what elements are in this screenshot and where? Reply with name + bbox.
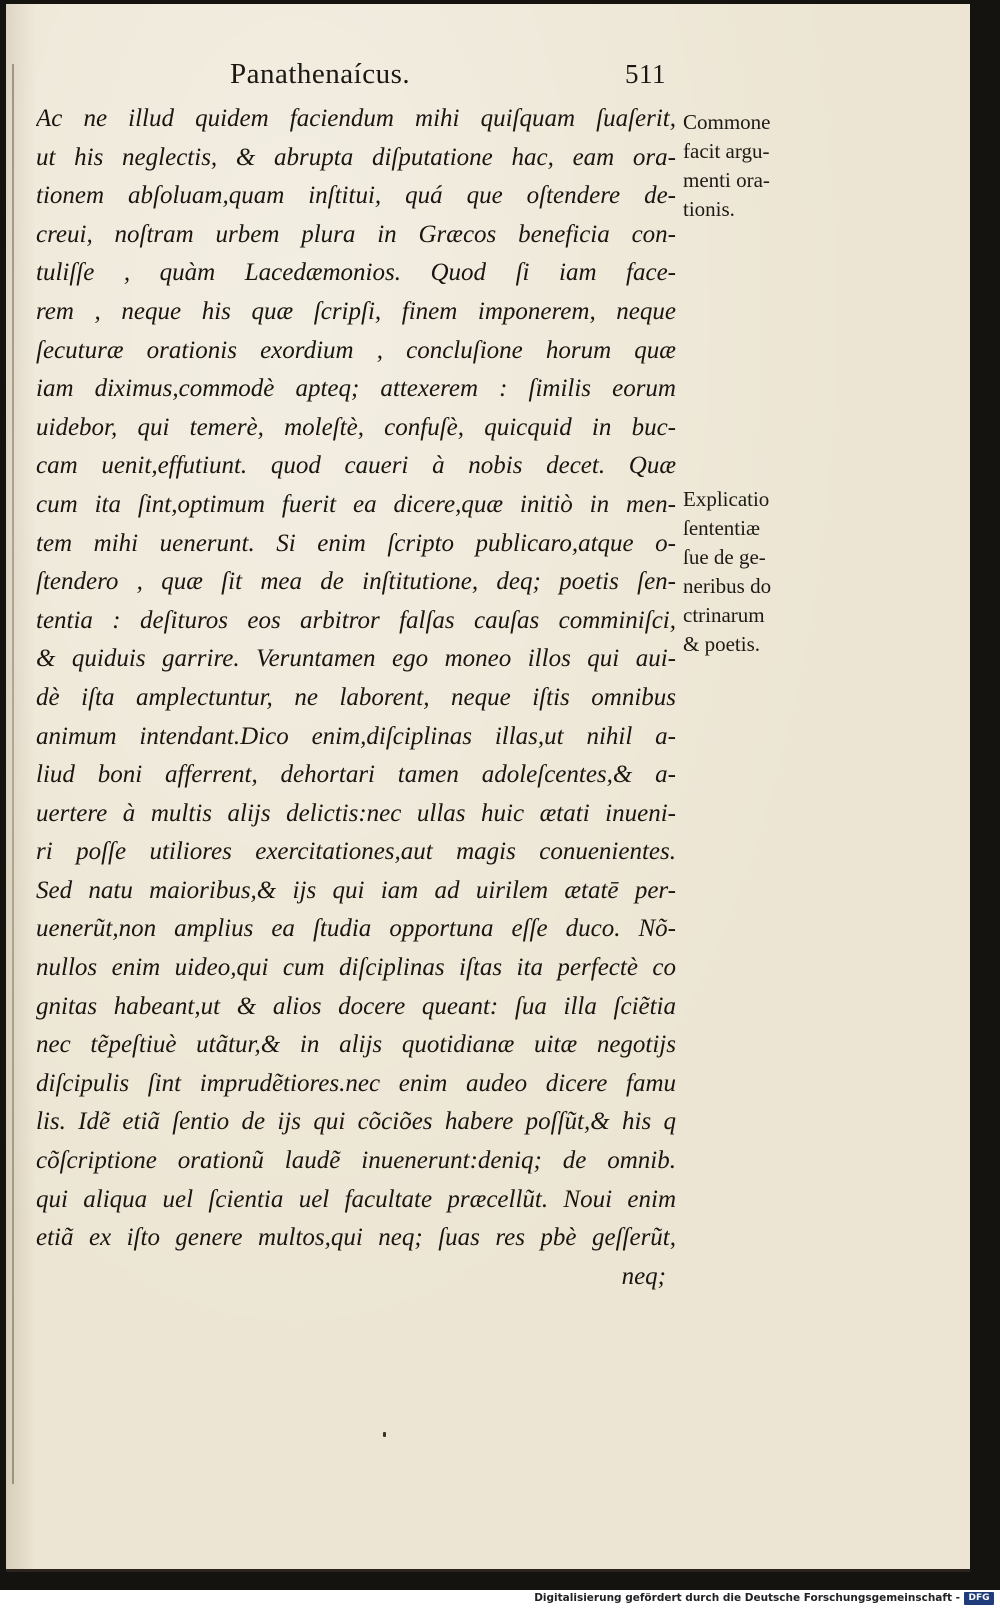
marginal-note-line: tionis. [683,197,735,221]
text-line: tionem abſoluam,quam inſtitui, quá que oſtendere de- [36,182,676,210]
marginal-note-line: & poetis. [683,632,760,656]
marginal-note-line: Commone [683,110,771,134]
text-line: creui, noſtram urbem plura in Græcos beneficia con- [36,220,676,248]
marginal-note-line: ſententiæ [683,516,760,540]
text-line: liud boni afferrent, dehortari tamen adoleſcentes,& a- [36,761,676,789]
text-line: Sed natu maioribus,& ijs qui iam ad uirilem ætatē per- [36,876,676,904]
text-line: animum intendant.Dico enim,diſciplinas illas,ut nihil a- [36,722,676,750]
marginal-note-argument [683,108,843,224]
text-line: qui aliqua uel ſcientia uel facultate præcellũt. Noui enim [36,1185,676,1213]
marginal-note-line: neribus do [683,574,772,598]
marginal-note-line: ſue de ge- [683,545,766,569]
marginal-note-explicatio [683,485,843,659]
page-number: 511 [625,59,666,89]
text-line: ſtendero , quæ ſit mea de inſtitutione, deq; poetis ſen- [36,568,676,596]
text-line: etiã ex iſto genere multos,qui neq; ſuas res pbè geſſerũt, [36,1224,676,1252]
text-line: lis. Idẽ etiã ſentio de ijs qui cõciões habere poſſũt,& his q [36,1108,676,1136]
running-title: Panathenaícus. [230,58,411,90]
text-line: cam uenit,effutiunt. quod caueri à nobis decet. Quæ [36,452,676,480]
text-line: nullos enim uideo,qui cum diſciplinas iſtas ita perfectè co [36,954,676,982]
catchword: neq; [621,1262,666,1290]
text-line: cum ita ſint,optimum fuerit ea dicere,quæ initiò in men- [36,490,676,518]
text-line: cõſcriptione orationũ laudẽ inuenerunt:deniq; de omnib. [36,1147,676,1175]
marginal-note-line: menti ora- [683,168,770,192]
text-line: ri poſſe utiliores exercitationes,aut magis conuenientes. [36,838,676,866]
digitization-credit: Digitalisierung gefördert durch die Deutsche Forschungsgemeinschaft - [534,1592,960,1604]
ink-speck [383,1432,386,1437]
main-text-block [36,100,676,1296]
marginal-note-line: ctrinarum [683,603,765,627]
text-line: dè iſta amplectuntur, ne laborent, neque iſtis omnibus [36,683,676,711]
marginal-note-line: facit argu- [683,139,770,163]
running-header [230,58,670,102]
text-line: uertere à multis alijs delictis:nec ullas huic ætati inueni- [36,799,676,827]
marginal-note-line: Explicatio [683,487,770,511]
text-line: diſcipulis ſint imprudẽtiores.nec enim audeo dicere famu [36,1069,676,1097]
text-line: iam diximus,commodè apteq; attexerem : ſimilis eorum [36,375,676,403]
text-line: tem mihi uenerunt. Si enim ſcripto publicaro,atque o- [36,529,676,557]
text-line: tuliſſe , quàm Lacedæmonios. Quod ſi iam face- [36,259,676,287]
text-line: tentia : deſituros eos arbitror falſas cauſas comminiſci, [36,606,676,634]
text-line: ſecuturæ orationis exordium , concluſione horum quæ [36,336,676,364]
text-line: nec tẽpeſtiuè utãtur,& in alijs quotidianæ uitæ negotijs [36,1031,676,1059]
text-line: & quiduis garrire. Veruntamen ego moneo illos qui aui- [36,645,676,673]
text-line: Ac ne illud quidem faciendum mihi quiſquam ſuaſerit, [36,105,676,132]
text-line: uenerũt,non amplius ea ſtudia opportuna eſſe duco. Nõ- [36,915,676,943]
text-line: ut his neglectis, & abrupta diſputatione hac, eam ora- [36,143,676,171]
dfg-logo: DFG [964,1592,994,1605]
page-gutter-shadow [12,64,14,1484]
text-line: uidebor, qui temerè, moleſtè, confuſè, quicquid in buc- [36,413,676,441]
text-line: gnitas habeant,ut & alios docere queant: ſua illa ſciẽtia [36,992,676,1020]
text-line: rem , neque his quæ ſcripſi, finem imponerem, neque [36,297,676,325]
